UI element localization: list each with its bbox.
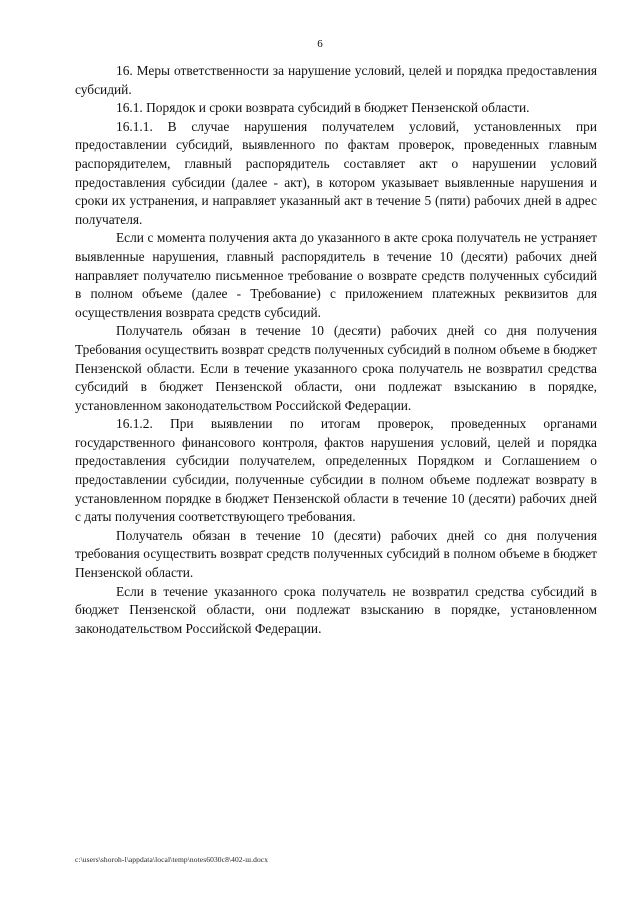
paragraph-act-deadline: Если с момента получения акта до указанного в акте срока получатель не устраняет выявленные нарушения, главный распорядитель в течение 10 (десяти) рабочих дней направляет получателю письменное требование о возврате средств полученных субсидий в полном объеме (далее - Требование) с приложением платежных реквизитов для осуществления возврата средств субсидий. [75,230,597,320]
paragraph-recipient-obligation: Получатель обязан в течение 10 (десяти) рабочих дней со дня получения Требования осуществить возврат средств полученных субсидий в полном объеме в бюджет Пензенской области. Если в течение указанного срока получатель не возвратил средства субсидий в бюджет Пензенской области, они подлежат взысканию в порядке, установленном законодательством Российской Федерации. [75,323,597,413]
subsection-heading-16-1: 16.1. Порядок и сроки возврата субсидий в бюджет Пензенской области. [116,100,530,116]
page-number: 6 [317,38,323,50]
paragraph-16-1-1: 16.1.1. В случае нарушения получателем условий, установленных при предоставлении субсидий, выявленного по фактам проверок, проведенных главным распорядителем, главный распорядитель составляет акт о нарушении условий предоставления субсидии (далее - акт), в котором указывает выявленные нарушения и сроки их устранения, и направляет указанный акт в течение 5 (пяти) рабочих дней в адрес получателя. [75,118,597,227]
paragraph-recovery: Если в течение указанного срока получатель не возвратил средства субсидий в бюджет Пензенской области, они подлежат взысканию в порядке, установленном законодательством Российской Федерации. [75,583,597,636]
paragraph-16-1-2: 16.1.2. При выявлении по итогам проверок, проведенных органами государственного финансового контроля, фактов нарушения условий, целей и порядка предоставления субсидии получателем, определенных Порядком и Соглашением о предоставлении субсидии, полученные субсидии в полном объеме подлежат возврату в установленном порядке в бюджет Пензенской области в течение 10 (десяти) рабочих дней с даты получения соответствующего требования. [75,416,597,525]
document-body [75,62,597,638]
paragraph-recipient-return: Получатель обязан в течение 10 (десяти) рабочих дней со дня получения требования осуществить возврат средств полученных субсидий в полном объеме в бюджет Пензенской области. [75,527,597,581]
file-path-footer: c:\users\shoroh-l\appdata\local\temp\notes6030c8\402-ш.docx [75,855,269,864]
section-heading-16: 16. Меры ответственности за нарушение условий, целей и порядка предоставления субсидий. [75,63,597,97]
